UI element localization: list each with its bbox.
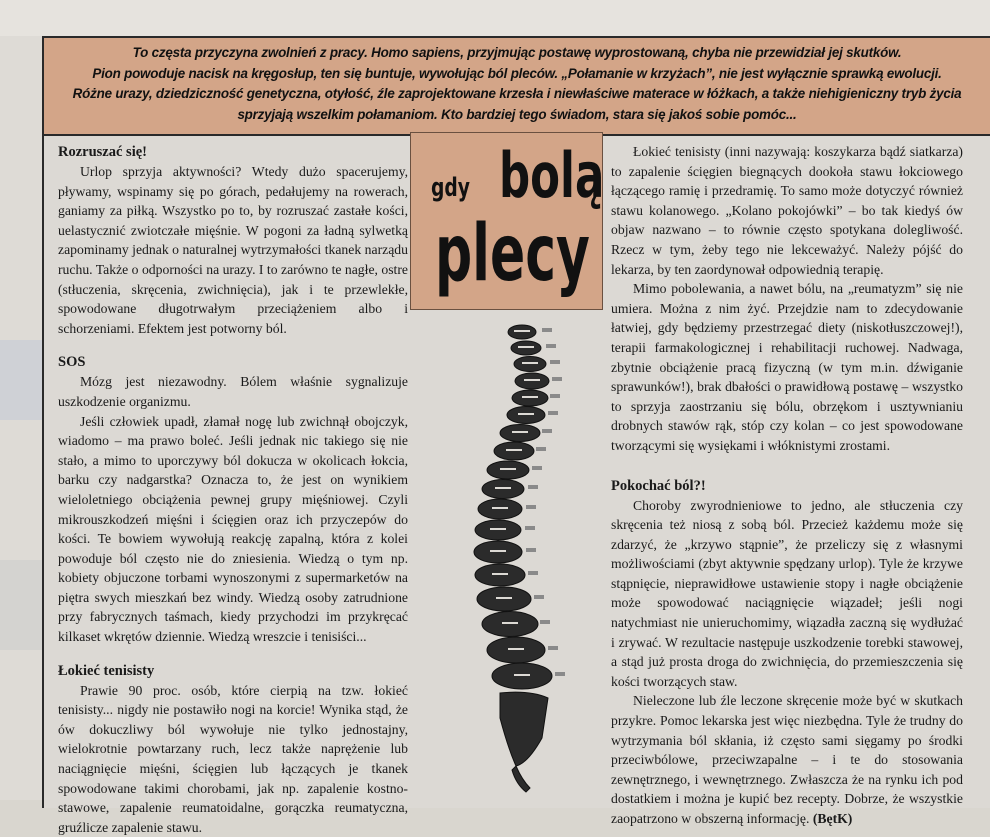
section-heading-sos: SOS	[58, 354, 86, 371]
title-word-bola: bolą	[499, 139, 605, 212]
right-column	[611, 142, 963, 829]
intro-line: sprzyjają wszelkim połamaniom. Kto bardziej tego świadom, stara się jakoś sobie pomóc...	[237, 106, 797, 122]
paragraph-text: Nieleczone lub źle leczone skręcenie może być w skutkach przykre. Pomoc lekarska jest więc niezbędna. Tyle że trudny do wytrzymania ból skłania, iż często sami sięgamy po środki przeciwbólowe, przeciwzapalne – i te do stosowania zewnętrznego, i wewnętrznego. Zwłaszcza że na rynku ich pod dostatkiem i można je kupić bez recepty. Dobrze, że wszystkie zaopatrzono w obszerną informację.	[611, 693, 963, 826]
paragraph	[611, 691, 963, 828]
paragraph: Urlop sprzyja aktywności? Wtedy dużo spacerujemy, pływamy, wspinamy się po górach, pedałujemy na rowerach, ganiamy za piłką. Wszystko po to, by rozruszać zastałe kości, uelastycznić zwiotczałe mięśnie. W pogoni za ładną sylwetką zapominamy jednak o naturalnej wytrzymałości tkanek narządu ruchu. Także o odporności na urazy. I to zarówno te nagłe, ostre (stłuczenia, skręcenia, zwichnięcia), jak i te przewlekłe, spowodowane długotrwałym przeciążeniem albo i schorzeniami. Efektem jest potworny ból.	[58, 164, 408, 336]
paragraph: Prawie 90 proc. osób, które cierpią na tzw. łokieć tenisisty... nigdy nie postawiło nogi na korcie! Wynika stąd, że ów dokuczliwy ból wywołuje nie tylko jednostajny, wielokrotnie powtarzany ruch, lecz także naprężenie lub naciągnięcie mięśni, ścięgien lub łączących je tkanek spowodowane takimi chorobami, jak np. zapalenie kostno-stawowe, zapalenie reumatoidalne, gorączka reumatyczna, gruźlicze zapalenie stawu.	[58, 682, 408, 835]
top-margin	[0, 0, 990, 36]
section-heading-lokiec-tenisisty: Łokieć tenisisty	[58, 662, 155, 679]
title-word-plecy: plecy	[435, 209, 590, 299]
paragraph: Łokieć tenisisty (inni nazywają: koszykarza bądź siatkarza) to zapalenie ścięgien biegnących dookoła stawu łokciowego łączącego ramię i przedramię. To samo może dotyczyć również stawu kolanowego. „Kolano pokojówki” – bo tak kiedyś ów objaw nazwano – to równie często spotykana dolegliwość. Rzecz w tym, żeby tego nie lekceważyć. Należy pójść do lekarza, by ten zaordynował odpowiednią terapię.	[611, 144, 963, 277]
paragraph: Mimo pobolewania, a nawet bólu, na „reumatyzm” się nie umiera. Można z nim żyć. Przejdzie nam to zdecydowanie łatwiej, gdy będziemy przestrzegać diety (niskotłuszczowej!), terapii farmakologicznej i rehabilitacji ruchowej. Nadwaga, zbytnie obciążenie pracą fizyczną (w tym m.in. dźwiganie sprawunków!), brak dbałości o prawidłową postawę – wszystko to sprzyja zaostrzaniu się bólu, obrzękom i usztywnianiu drobnych stawów rąk, stóp czy kolan – co jest spowodowane tworzącymi się wysiękami i włóknistymi zrostami.	[611, 281, 963, 453]
spine-illustration	[430, 318, 600, 798]
author-signature: (BętK)	[812, 811, 853, 826]
section-heading-rozruszac: Rozruszać się!	[58, 144, 147, 160]
intro-line: Pion powoduje nacisk na kręgosłup, ten się buntuje, wywołując ból pleców. „Połamanie w krzyżach”, nie jest wyłącznie sprawką ewolucji.	[92, 65, 942, 81]
article-title-box	[410, 132, 603, 310]
left-column	[58, 142, 408, 837]
paragraph: Jeśli człowiek upadł, złamał nogę lub zwichnął obojczyk, wiadomo – ma prawo boleć. Jeśli jednak nic takiego się nie stało, a mimo to uporczywy ból dokucza w okolicach łokcia, barku czy nadgarstka? Oznacza to, że jest on wynikiem wieloletniego obciążenia pewnej grupy mięśniowej. Czyli mikrouszkodzeń mięśni i ścięgien oraz ich przyczepów do kości. Te bowiem wywołują reakcję zapalną, która z kolei powoduje ból często nie do zniesienia. Wiedzą o tym np. kobiety objuczone torbami wynoszonymi z supermarketów na piętra swych mieszkań bez windy. Wiedzą osoby zatrudnione przy fabrycznych taśmach, kiedy przychodzi im przykręcać kilkaset wkrętów dziennie. Wiedzą wreszcie i tenisiści...	[58, 413, 408, 645]
title-word-gdy: gdy	[431, 173, 470, 203]
intro-lead-box	[44, 38, 990, 136]
paragraph: Mózg jest niezawodny. Bólem właśnie sygnalizuje uszkodzenie organizmu.	[58, 374, 408, 409]
intro-line: To częsta przyczyna zwolnień z pracy. Homo sapiens, przyjmując postawę wyprostowaną, chyba nie przewidział jej skutków.	[132, 45, 902, 60]
left-edge-bleed	[0, 340, 42, 420]
intro-line: Różne urazy, dziedziczność genetyczna, otyłość, źle zaprojektowane krzesła i niewłaściwe materace w łóżkach, a także niehigieniczny tryb życia	[72, 86, 962, 101]
paragraph: Choroby zwyrodnieniowe to jedno, ale stłuczenia czy skręcenia też niosą z sobą ból. Przecież każdemu może się zdarzyć, że „krzywo stąpnie”, że przeliczy się z własnymi możliwościami (zbyt aktywnie spędzany urlop). Tyle że krzywe stąpnięcie, nieprawidłowe ustawienie stopy i nagłe obciążenie może spowodować naciągnięcie wiązadeł; jeśli nogi natychmiast nie unieruchomimy, wiązadła zaczną się wydłużać i zrywać. W rezultacie następuje uszkodzenie torebki stawowej, a stąd już prosta droga do zwichnięcia, do przemieszczenia się kości tworzących staw.	[611, 497, 963, 689]
section-heading-pokochac-bol: Pokochać ból?!	[611, 477, 706, 494]
left-edge-bleed-lower	[0, 560, 42, 650]
